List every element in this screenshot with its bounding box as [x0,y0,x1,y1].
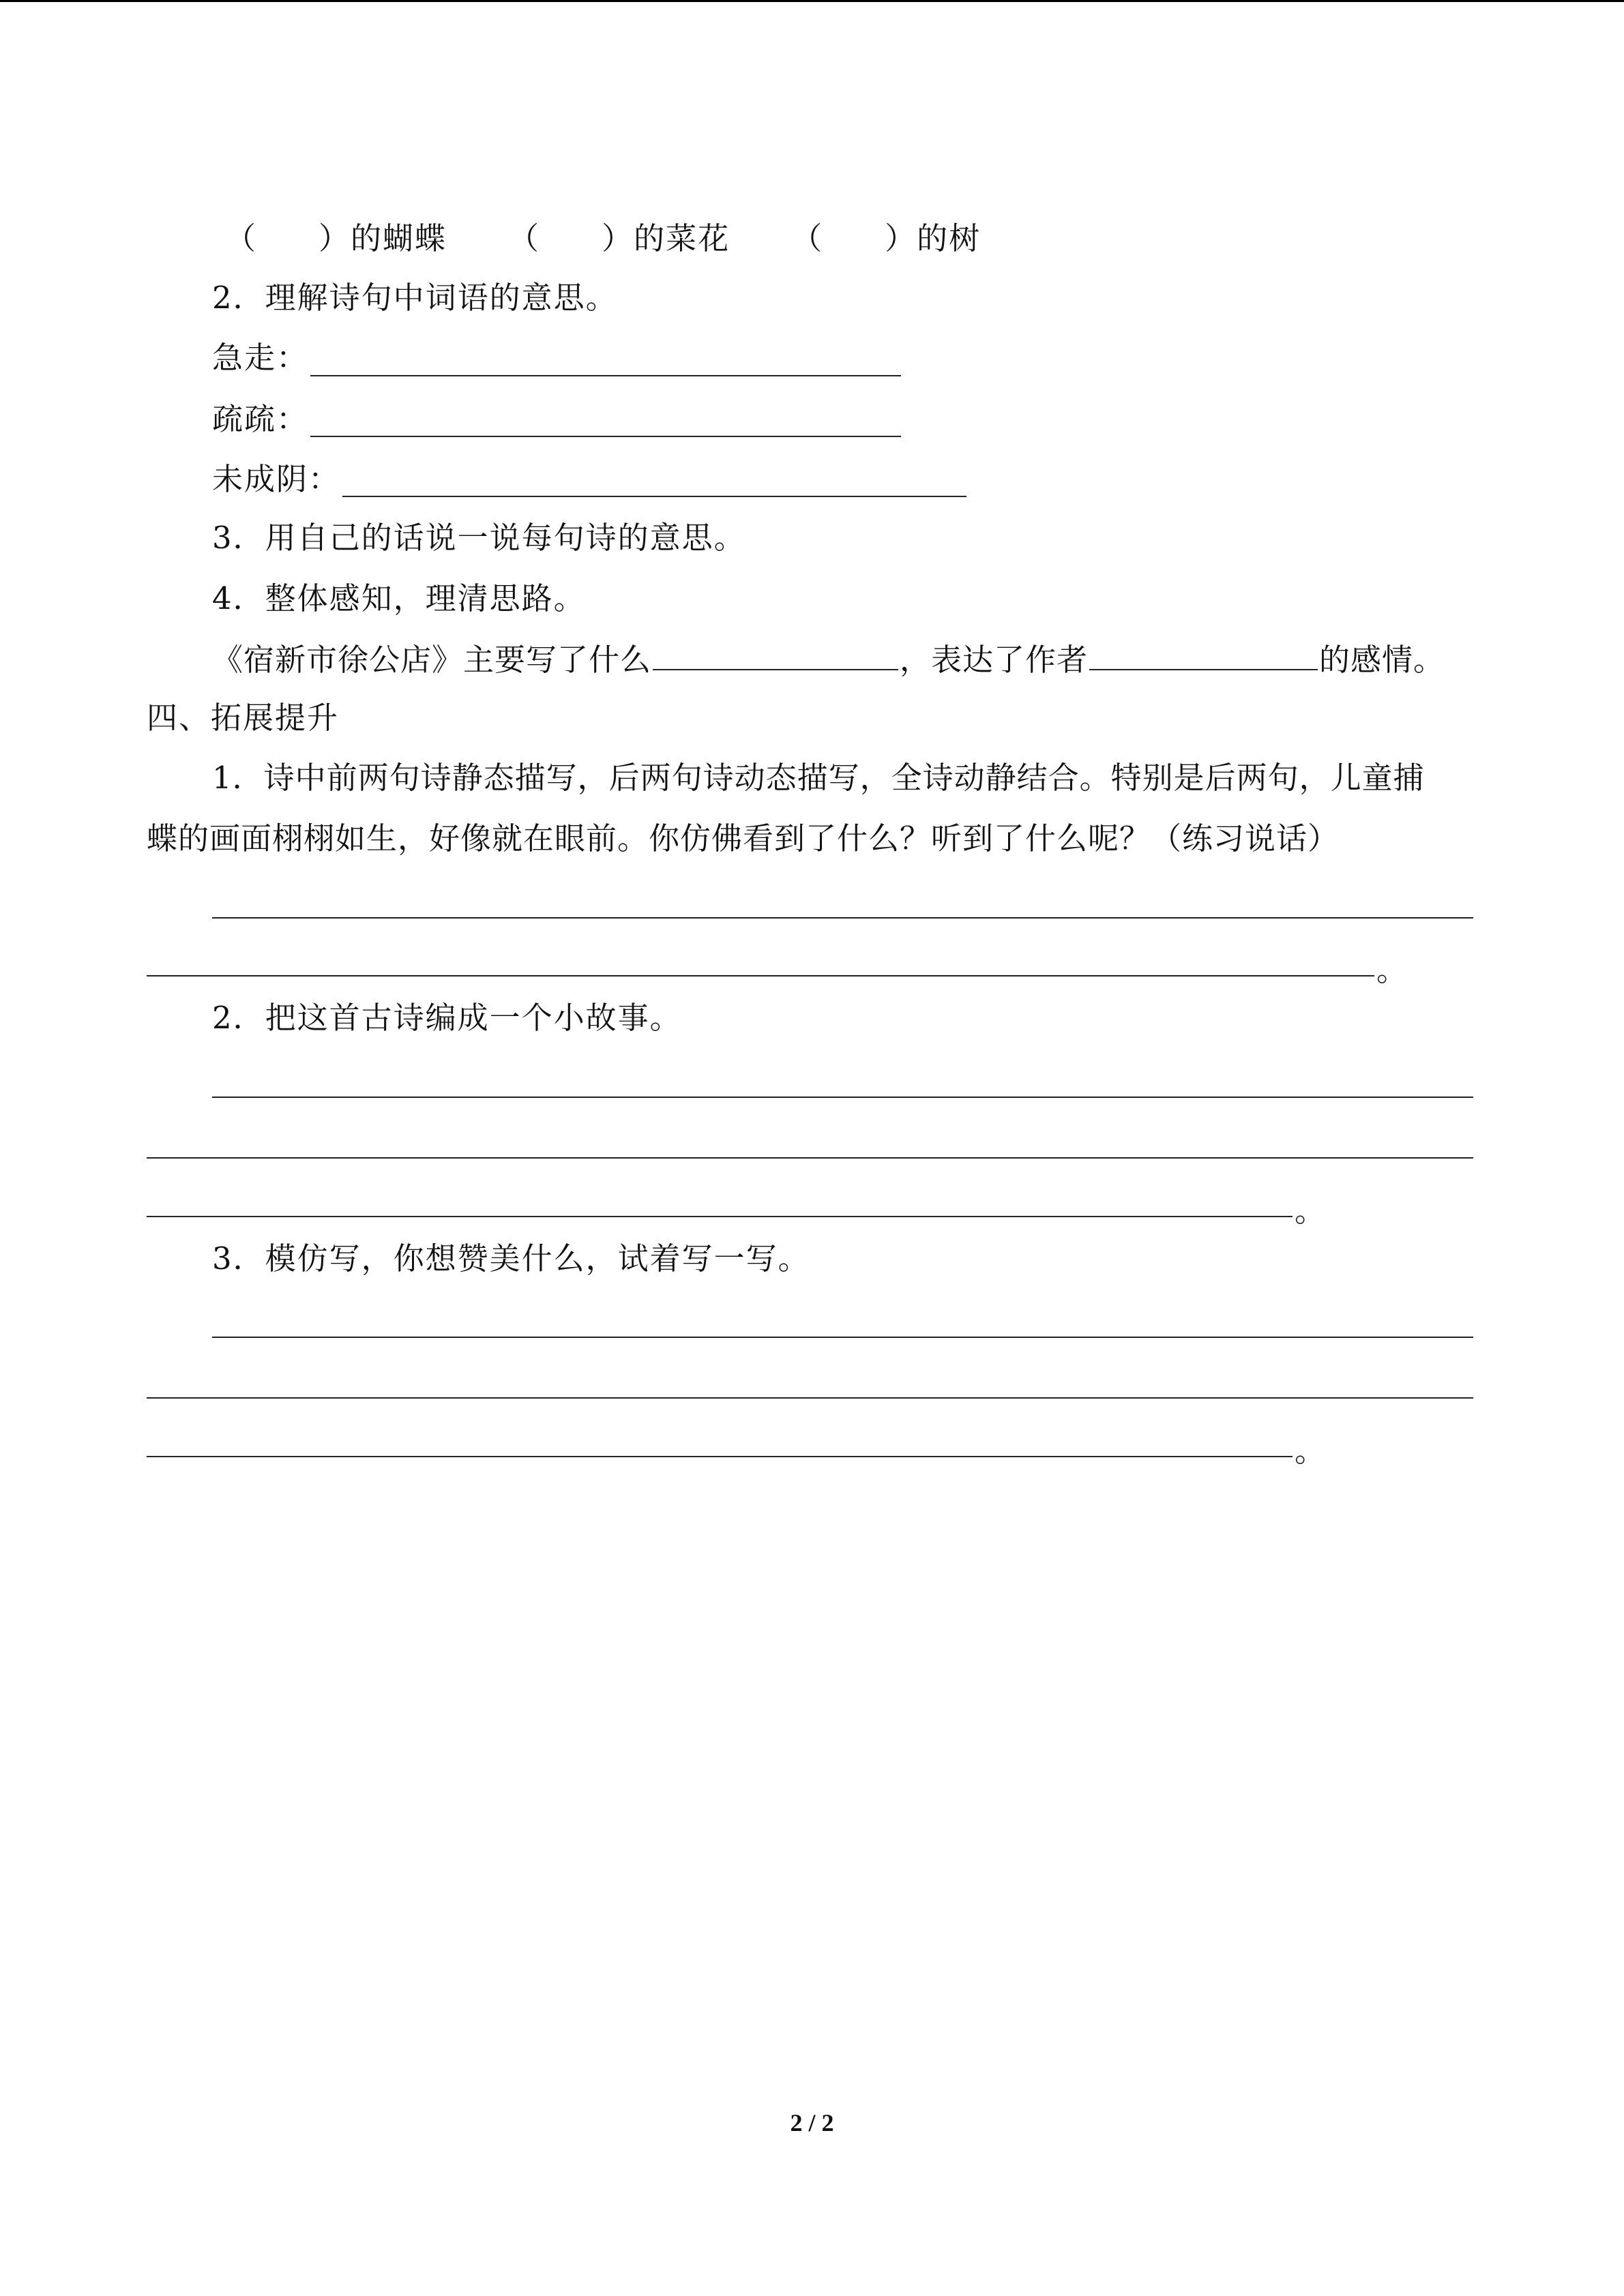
fill-in-item-1: 的蝴蝶 [351,220,447,256]
paren-close-2: ） [602,220,634,256]
section4-q1-line2: 蝶的画面栩栩如生，好像就在眼前。你仿佛看到了什么？听到了什么呢？（练习说话） [147,820,1340,856]
answer-line-q2-2[interactable] [147,1157,1473,1159]
answer-line-q1-2[interactable] [147,975,1374,976]
answer-line-q3-3[interactable] [147,1456,1293,1457]
q2-term-2 [212,396,308,443]
q2-term-1 [212,334,308,382]
q4-sentence [212,635,1445,683]
q4-part-2: ，表达了作者 [900,642,1089,678]
q2-title: 2．理解诗句中词语的意思。 [212,280,618,316]
q4-part-3: 的感情。 [1319,642,1445,678]
period-q3: 。 [1295,1433,1326,1469]
paren-close-3: ） [885,220,917,256]
term-label-3: 未成阴： [212,461,341,497]
answer-line-q3-1[interactable] [212,1337,1473,1338]
answer-line-q3-2[interactable] [147,1397,1473,1399]
section-heading: 四、拓展提升 [147,700,340,736]
paren-open-3: （ [791,220,824,256]
paren-open-1: （ [225,220,258,256]
term-label-1: 急走： [212,340,309,376]
answer-line-q2-3[interactable] [147,1216,1293,1217]
fill-in-item-2: 的菜花 [634,220,730,256]
answer-blank-term-1[interactable] [310,375,901,376]
q3-title: 3．用自己的话说一说每句诗的意思。 [212,520,746,556]
fill-in-item-3: 的树 [917,220,981,256]
section4-q1-line1: 1．诗中前两句诗静态描写，后两句诗动态描写，全诗动静结合。特别是后两句，儿童捕 [212,760,1425,796]
period-q1: 。 [1376,952,1408,988]
q4-title: 4．整体感知，理清思路。 [212,580,586,616]
fill-in-row [225,215,981,263]
section4-q3-title: 3．模仿写，你想赞美什么，试着写一写。 [212,1240,810,1277]
section4-q2-title: 2．把这首古诗编成一个小故事。 [212,1000,682,1036]
answer-blank-q4-1[interactable] [653,635,898,670]
answer-line-q2-1[interactable] [212,1097,1473,1098]
period-q2: 。 [1295,1193,1326,1229]
answer-blank-term-2[interactable] [310,436,901,437]
paren-close-1: ） [319,220,351,256]
term-label-2: 疏疏： [212,401,309,437]
q4-part-1: 《宿新市徐公店》主要写了什么 [212,642,652,678]
q2-term-3 [212,456,340,503]
paren-open-2: （ [508,220,541,256]
answer-blank-q4-2[interactable] [1089,635,1318,670]
page-number: 2 / 2 [790,2109,834,2136]
answer-line-q1-1[interactable] [212,917,1473,919]
answer-blank-term-3[interactable] [342,496,966,497]
